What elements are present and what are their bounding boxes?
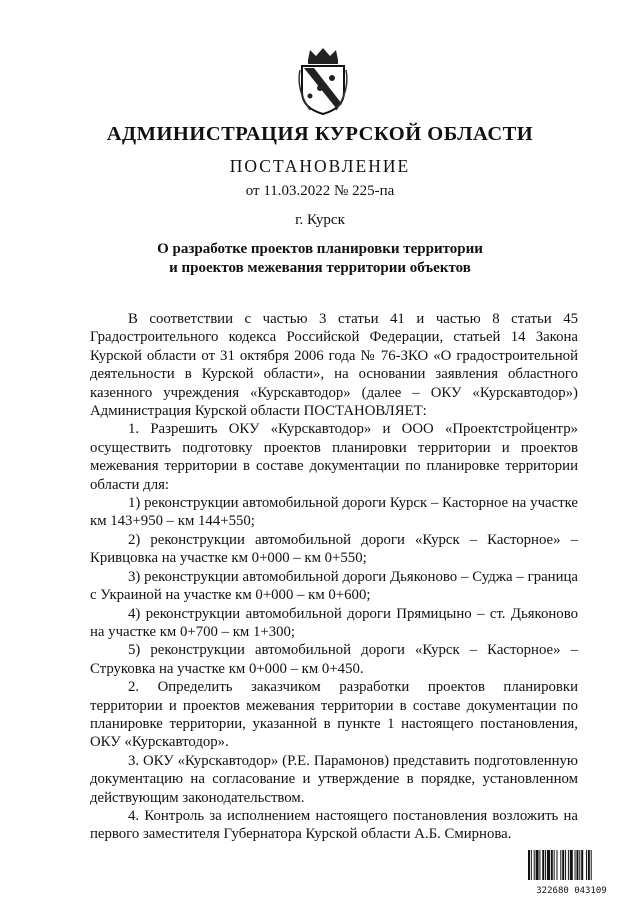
document-city: г. Курск [295, 212, 345, 228]
item-3-paragraph: 3. ОКУ «Курскавтодор» (Р.Е. Парамонов) представить подготовленную документацию на согласование и утверждение в порядке, установленном действующим законодательством. [90, 752, 578, 806]
document-title [0, 240, 640, 278]
item-4-paragraph: 4. Контроль за исполнением настоящего постановления возложить на первого заместителя Губернатора Курской области А.Б. Смирнова. [90, 807, 578, 843]
kursk-coat-of-arms-icon [296, 46, 350, 116]
subitem-2-paragraph: 2) реконструкции автомобильной дороги «Курск – Касторное» – Кривцовка на участке км 0+000 – км 0+550; [90, 531, 578, 567]
subitem-5-paragraph: 5) реконструкции автомобильной дороги «Курск – Касторное» – Струковка на участке км 0+000 – км 0+450. [90, 642, 578, 677]
item-2-paragraph: 2. Определить заказчиком разработки проектов планировки территории и проектов межевания территории в составе документации по планировке территории, указанной в пункте 1 настоящего постановления, ОКУ «Курскавтодор». [90, 679, 578, 751]
subitem-4-paragraph: 4) реконструкции автомобильной дороги Прямицыно – ст. Дьяконово на участке км 0+700 – км 1+300; [90, 605, 578, 640]
item-1-paragraph: 1. Разрешить ОКУ «Курскавтодор» и ООО «Проектстройцентр» осуществить подготовку проектов планировки территории и проектов межевания территории в составе документации по планировке территории области для: [90, 421, 578, 493]
organization-title: АДМИНИСТРАЦИЯ КУРСКОЙ ОБЛАСТИ [106, 123, 534, 145]
barcode-bars-icon [528, 850, 615, 880]
document-type: ПОСТАНОВЛЕНИЕ [229, 156, 411, 176]
title-line-2: и проектов межевания территории объектов [169, 260, 471, 276]
preamble-paragraph: В соответствии с частью 3 статьи 41 и частью 8 статьи 45 Градостроительного кодекса Российской Федерации, статьей 14 Закона Курской области от 31 октября 2006 года № 76-ЗКО «О градостроительной деятельности в Курской области», на основании заявления областного казенного учреждения «Курскавтодор» (далее – ОКУ «Курскавтодор») Администрация Курской области ПОСТАНОВЛЯЕТ: [90, 311, 578, 420]
document-body [90, 310, 578, 844]
barcode-number: 322680 043109 [536, 886, 607, 896]
subitem-1-paragraph: 1) реконструкции автомобильной дороги Курск – Касторное на участке км 143+950 – км 144+550; [90, 495, 578, 530]
title-line-1: О разработке проектов планировки территории [157, 241, 483, 257]
barcode [528, 850, 615, 896]
document-date-number: от 11.03.2022 № 225-па [245, 183, 395, 199]
subitem-3-paragraph: 3) реконструкции автомобильной дороги Дьяконово – Суджа – граница с Украиной на участке км 0+000 – км 0+600; [90, 568, 578, 604]
